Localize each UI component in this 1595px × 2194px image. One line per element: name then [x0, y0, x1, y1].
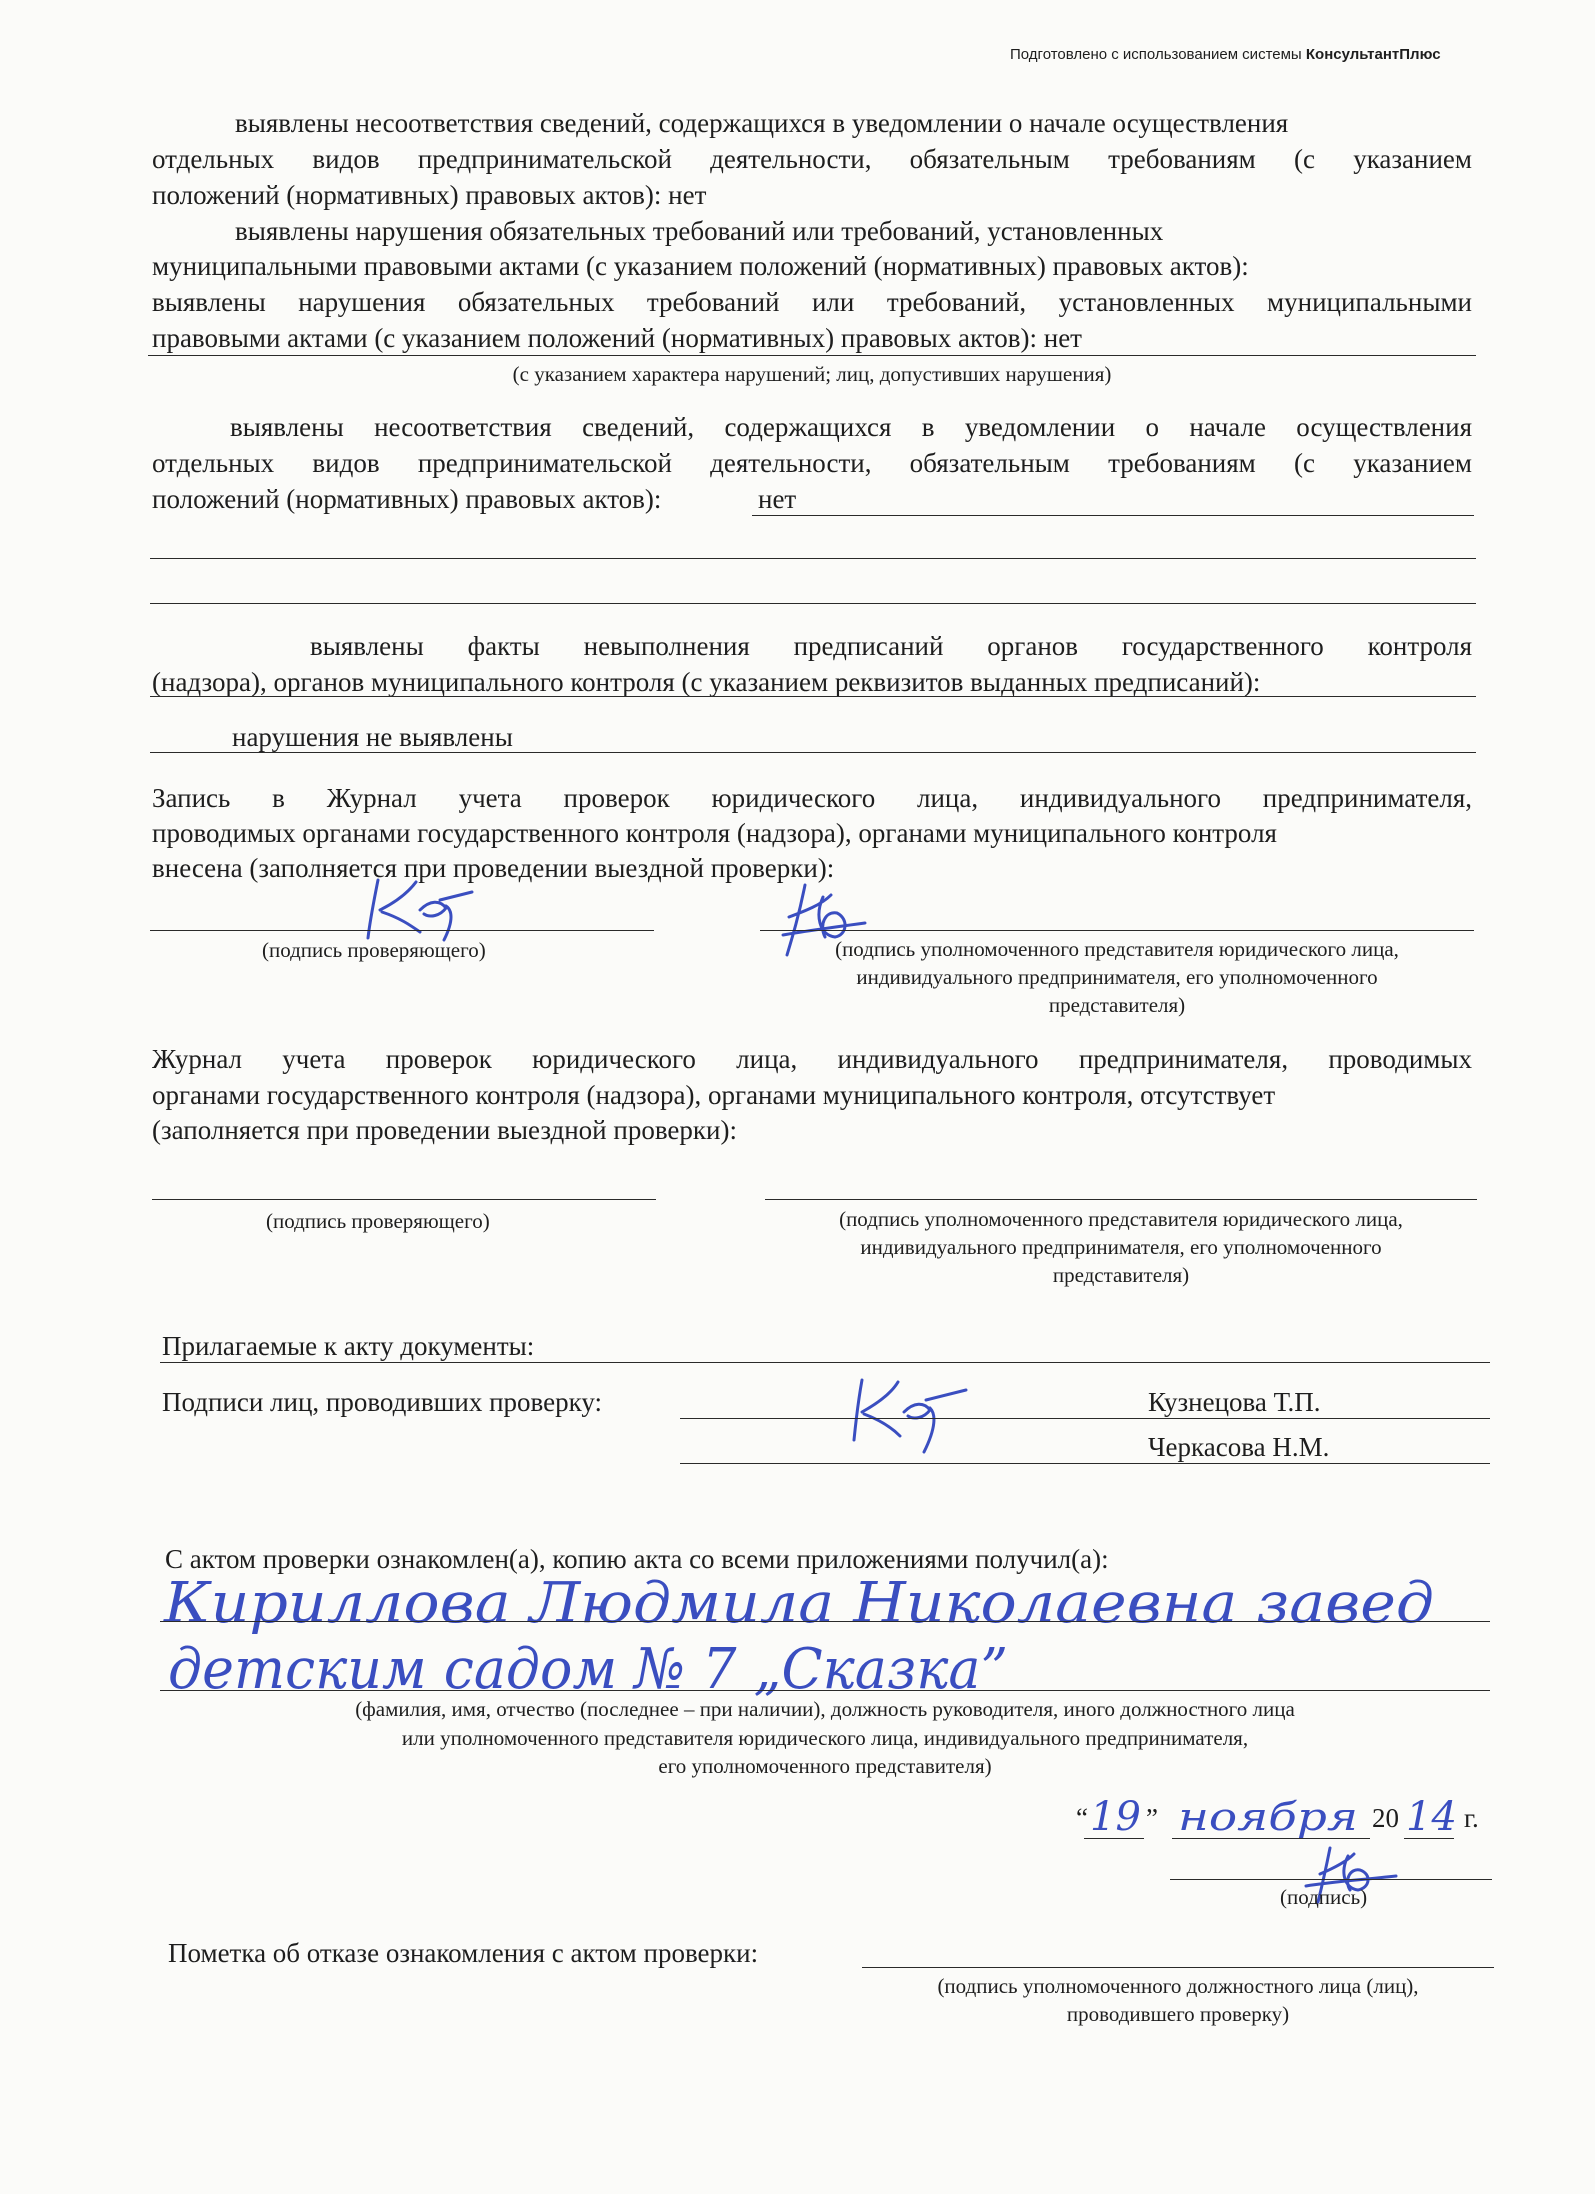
- date-year-suffix: [1404, 1788, 1464, 1848]
- acknowledged-caption-line3: его уполномоченного представителя): [658, 1754, 992, 1778]
- journal-absent-line2: органами государственного контроля (надзора), органами муниципального контроля, отсутствует: [152, 1080, 1276, 1110]
- block2-line3: выявлены нарушения обязательных требований или требований, установленных муниципальными: [152, 287, 1472, 317]
- inspector-signature-caption-1: (подпись проверяющего): [262, 938, 486, 962]
- journal-entry-line3: внесена (заполняется при проведении выездной проверки):: [152, 853, 835, 883]
- inspector-signature-caption-2: (подпись проверяющего): [266, 1209, 490, 1233]
- block3-underline2: [150, 558, 1476, 559]
- refusal-underline: [862, 1967, 1494, 1968]
- date-year-prefix: 20: [1372, 1803, 1399, 1833]
- acknowledged-underline-1: [160, 1621, 1490, 1622]
- acknowledged-caption-line2: или уполномоченного представителя юридического лица, индивидуального предпринимателя,: [401, 1726, 1249, 1750]
- block2-underline: [148, 355, 1476, 356]
- representative-caption-1-line2: индивидуального предпринимателя, его уполномоченного: [856, 965, 1378, 989]
- date-month-underline: [1172, 1838, 1370, 1839]
- block4-line2: (надзора), органов муниципального контроля (с указанием реквизитов выданных предписаний):: [152, 667, 1261, 697]
- block2-caption: (с указанием характера нарушений; лиц, допустивших нарушения): [512, 362, 1112, 386]
- header-brand: КонсультантПлюс: [1305, 46, 1441, 63]
- date-day-text: 19: [1090, 1794, 1141, 1840]
- inspector-signature-line-1: [150, 930, 654, 931]
- representative-caption-1-line3: представителя): [1048, 993, 1186, 1017]
- inspectors-underline-1: [680, 1418, 1490, 1419]
- block4-line1: выявлены факты невыполнения предписаний органов государственного контроля: [310, 631, 1472, 661]
- inspector-name-1: Кузнецова Т.П.: [1148, 1387, 1321, 1417]
- date-year-suffix-text: 14: [1406, 1794, 1457, 1840]
- journal-absent-line1: Журнал учета проверок юридического лица, индивидуального предпринимателя, проводимых: [152, 1044, 1472, 1074]
- block3-line1: выявлены несоответствия сведений, содержащихся в уведомлении о начале осуществления: [230, 412, 1472, 442]
- block3-underline3: [150, 603, 1476, 604]
- block4-underline2: [150, 752, 1476, 753]
- acknowledged-label: С актом проверки ознакомлен(а), копию акта со всеми приложениями получил(а):: [165, 1544, 1109, 1574]
- acknowledged-caption-line1: (фамилия, имя, отчество (последнее – при наличии), должность руководителя, иного должностного лица: [355, 1697, 1295, 1721]
- block4-value: нарушения не выявлены: [232, 722, 513, 752]
- document-header: [1010, 46, 1441, 63]
- attachments-underline: [160, 1362, 1490, 1363]
- attachments-label: Прилагаемые к акту документы:: [162, 1331, 535, 1361]
- refusal-caption-line2: проводившего проверку): [1066, 2002, 1290, 2026]
- block1-line3: положений (нормативных) правовых актов): нет: [152, 180, 707, 210]
- handwritten-name-text-2: детским садом № 7 „Сказка”: [168, 1637, 1008, 1702]
- inspectors-underline-2: [680, 1463, 1490, 1464]
- representative-caption-2-line3: представителя): [1052, 1263, 1190, 1287]
- date-year-underline: [1404, 1838, 1454, 1839]
- date-close-quote: ”: [1146, 1803, 1158, 1833]
- date-month-text: ноября: [1178, 1795, 1358, 1839]
- representative-signature-line-1: [760, 930, 1474, 931]
- header-prefix: Подготовлено с использованием системы: [1010, 46, 1306, 63]
- acknowledged-underline-2: [160, 1690, 1490, 1691]
- block3-value: нет: [758, 484, 797, 514]
- block3-line2: отдельных видов предпринимательской деятельности, обязательным требованиям (с указанием: [152, 448, 1472, 478]
- date-open-quote: “: [1076, 1803, 1088, 1833]
- signature-inspector-2: [840, 1368, 970, 1463]
- acknowledged-signature-line: [1170, 1879, 1492, 1880]
- acknowledged-signature-caption: (подпись): [1280, 1885, 1368, 1909]
- date-suffix: г.: [1464, 1803, 1479, 1833]
- journal-entry-line2: проводимых органами государственного контроля (надзора), органами муниципального контроля: [152, 818, 1277, 848]
- representative-signature-line-2: [765, 1199, 1477, 1200]
- handwritten-name-line1: [160, 1570, 1490, 1645]
- block3-underline1: [752, 515, 1474, 516]
- block1-line1: выявлены несоответствия сведений, содержащихся в уведомлении о начале осуществления: [235, 108, 1289, 138]
- refusal-caption-line1: (подпись уполномоченного должностного лица (лиц),: [937, 1974, 1419, 1998]
- inspector-signature-line-2: [152, 1199, 656, 1200]
- block1-line2: отдельных видов предпринимательской деятельности, обязательным требованиям (с указанием: [152, 144, 1472, 174]
- handwritten-name-text-1: Кириллова Людмила Николаевна завед: [162, 1571, 1435, 1636]
- journal-entry-line1: Запись в Журнал учета проверок юридического лица, индивидуального предпринимателя,: [152, 783, 1472, 813]
- inspector-name-2: Черкасова Н.М.: [1148, 1432, 1330, 1462]
- journal-absent-line3: (заполняется при проведении выездной проверки):: [152, 1115, 737, 1145]
- date-day-underline: [1084, 1838, 1144, 1839]
- inspectors-label: Подписи лиц, проводивших проверку:: [162, 1387, 602, 1417]
- representative-caption-2-line2: индивидуального предпринимателя, его уполномоченного: [860, 1235, 1382, 1259]
- representative-caption-2-line1: (подпись уполномоченного представителя юридического лица,: [839, 1207, 1403, 1231]
- block2-line1: выявлены нарушения обязательных требований или требований, установленных: [235, 216, 1164, 246]
- block2-line4: правовыми актами (с указанием положений (нормативных) правовых актов): нет: [152, 323, 1082, 353]
- block3-line3: положений (нормативных) правовых актов):: [152, 484, 662, 514]
- block4-underline1: [150, 696, 1476, 697]
- representative-caption-1-line1: (подпись уполномоченного представителя юридического лица,: [835, 937, 1399, 961]
- refusal-label: Пометка об отказе ознакомления с актом проверки:: [168, 1938, 759, 1968]
- date-day: [1088, 1788, 1148, 1848]
- block2-line2: муниципальными правовыми актами (с указанием положений (нормативных) правовых актов):: [152, 251, 1249, 281]
